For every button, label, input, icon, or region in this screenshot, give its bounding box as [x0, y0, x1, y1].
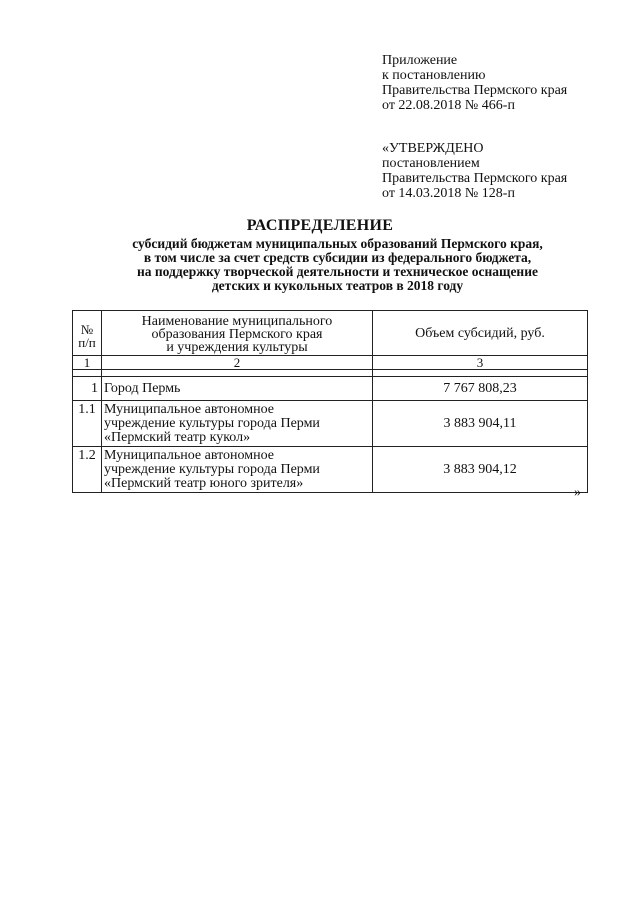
document-title: РАСПРЕДЕЛЕНИЕ — [246, 217, 394, 234]
index-cell: 3 — [373, 356, 588, 370]
header-name-line: образования Пермского края — [151, 326, 323, 342]
table-gap-row — [73, 370, 588, 377]
row-name-cell — [102, 447, 373, 493]
header-name-line: и учреждения культуры — [166, 339, 308, 355]
row-name-line: учреждение культуры города Перми — [104, 461, 320, 477]
row-num-cell: 1.2 — [73, 447, 102, 493]
approved-line: «УТВЕРЖДЕНО — [382, 141, 484, 156]
table-row — [73, 377, 588, 401]
row-name-line: Муниципальное автономное — [104, 401, 275, 417]
table-row — [73, 401, 588, 447]
document-subtitle — [90, 237, 585, 293]
subtitle-line: детских и кукольных театров в 2018 году — [211, 278, 464, 293]
row-num-cell: 1.1 — [73, 401, 102, 447]
row-name-cell — [102, 377, 373, 401]
row-name-line: Город Пермь — [104, 380, 181, 396]
row-name-line: учреждение культуры города Перми — [104, 415, 320, 431]
table-row — [73, 447, 588, 493]
gap-cell — [73, 370, 102, 377]
approved-line: постановлением — [382, 156, 480, 171]
header-num-line: № — [80, 322, 94, 337]
subtitle-line: субсидий бюджетам муниципальных образований Пермского края, — [132, 236, 543, 251]
approved-line: от 14.03.2018 № 128-п — [382, 186, 515, 201]
header-name-cell — [102, 311, 373, 356]
row-name-line: «Пермский театр кукол» — [104, 429, 251, 445]
gap-cell — [373, 370, 588, 377]
index-cell: 1 — [73, 356, 102, 370]
row-sum-cell: 3 883 904,12 — [373, 447, 588, 493]
subtitle-line: в том числе за счет средств субсидии из федерального бюджета, — [143, 250, 532, 265]
approved-line: Правительства Пермского края — [382, 171, 568, 186]
distribution-table — [72, 310, 588, 493]
attachment-line: к постановлению — [382, 68, 486, 83]
row-name-line: Муниципальное автономное — [104, 447, 275, 463]
row-sum-cell: 3 883 904,11 — [373, 401, 588, 447]
table-header-row — [73, 311, 588, 356]
subtitle-line: на поддержку творческой деятельности и техническое оснащение — [137, 264, 538, 279]
header-num-cell — [73, 311, 102, 356]
closing-quote-mark: » — [574, 485, 581, 500]
attachment-line: Приложение — [382, 53, 458, 68]
approved-block — [382, 141, 567, 201]
row-name-cell — [102, 401, 373, 447]
row-sum-cell: 7 767 808,23 — [373, 377, 588, 401]
gap-cell — [102, 370, 373, 377]
header-sum-cell: Объем субсидий, руб. — [373, 311, 588, 356]
attachment-block — [382, 53, 567, 113]
index-cell: 2 — [102, 356, 373, 370]
header-name-line: Наименование муниципального — [141, 313, 333, 329]
header-num-line: п/п — [78, 335, 96, 350]
row-num-cell: 1 — [73, 377, 102, 401]
table-index-row — [73, 356, 588, 370]
attachment-line: от 22.08.2018 № 466-п — [382, 98, 515, 113]
row-name-line: «Пермский театр юного зрителя» — [104, 475, 304, 491]
attachment-line: Правительства Пермского края — [382, 83, 568, 98]
